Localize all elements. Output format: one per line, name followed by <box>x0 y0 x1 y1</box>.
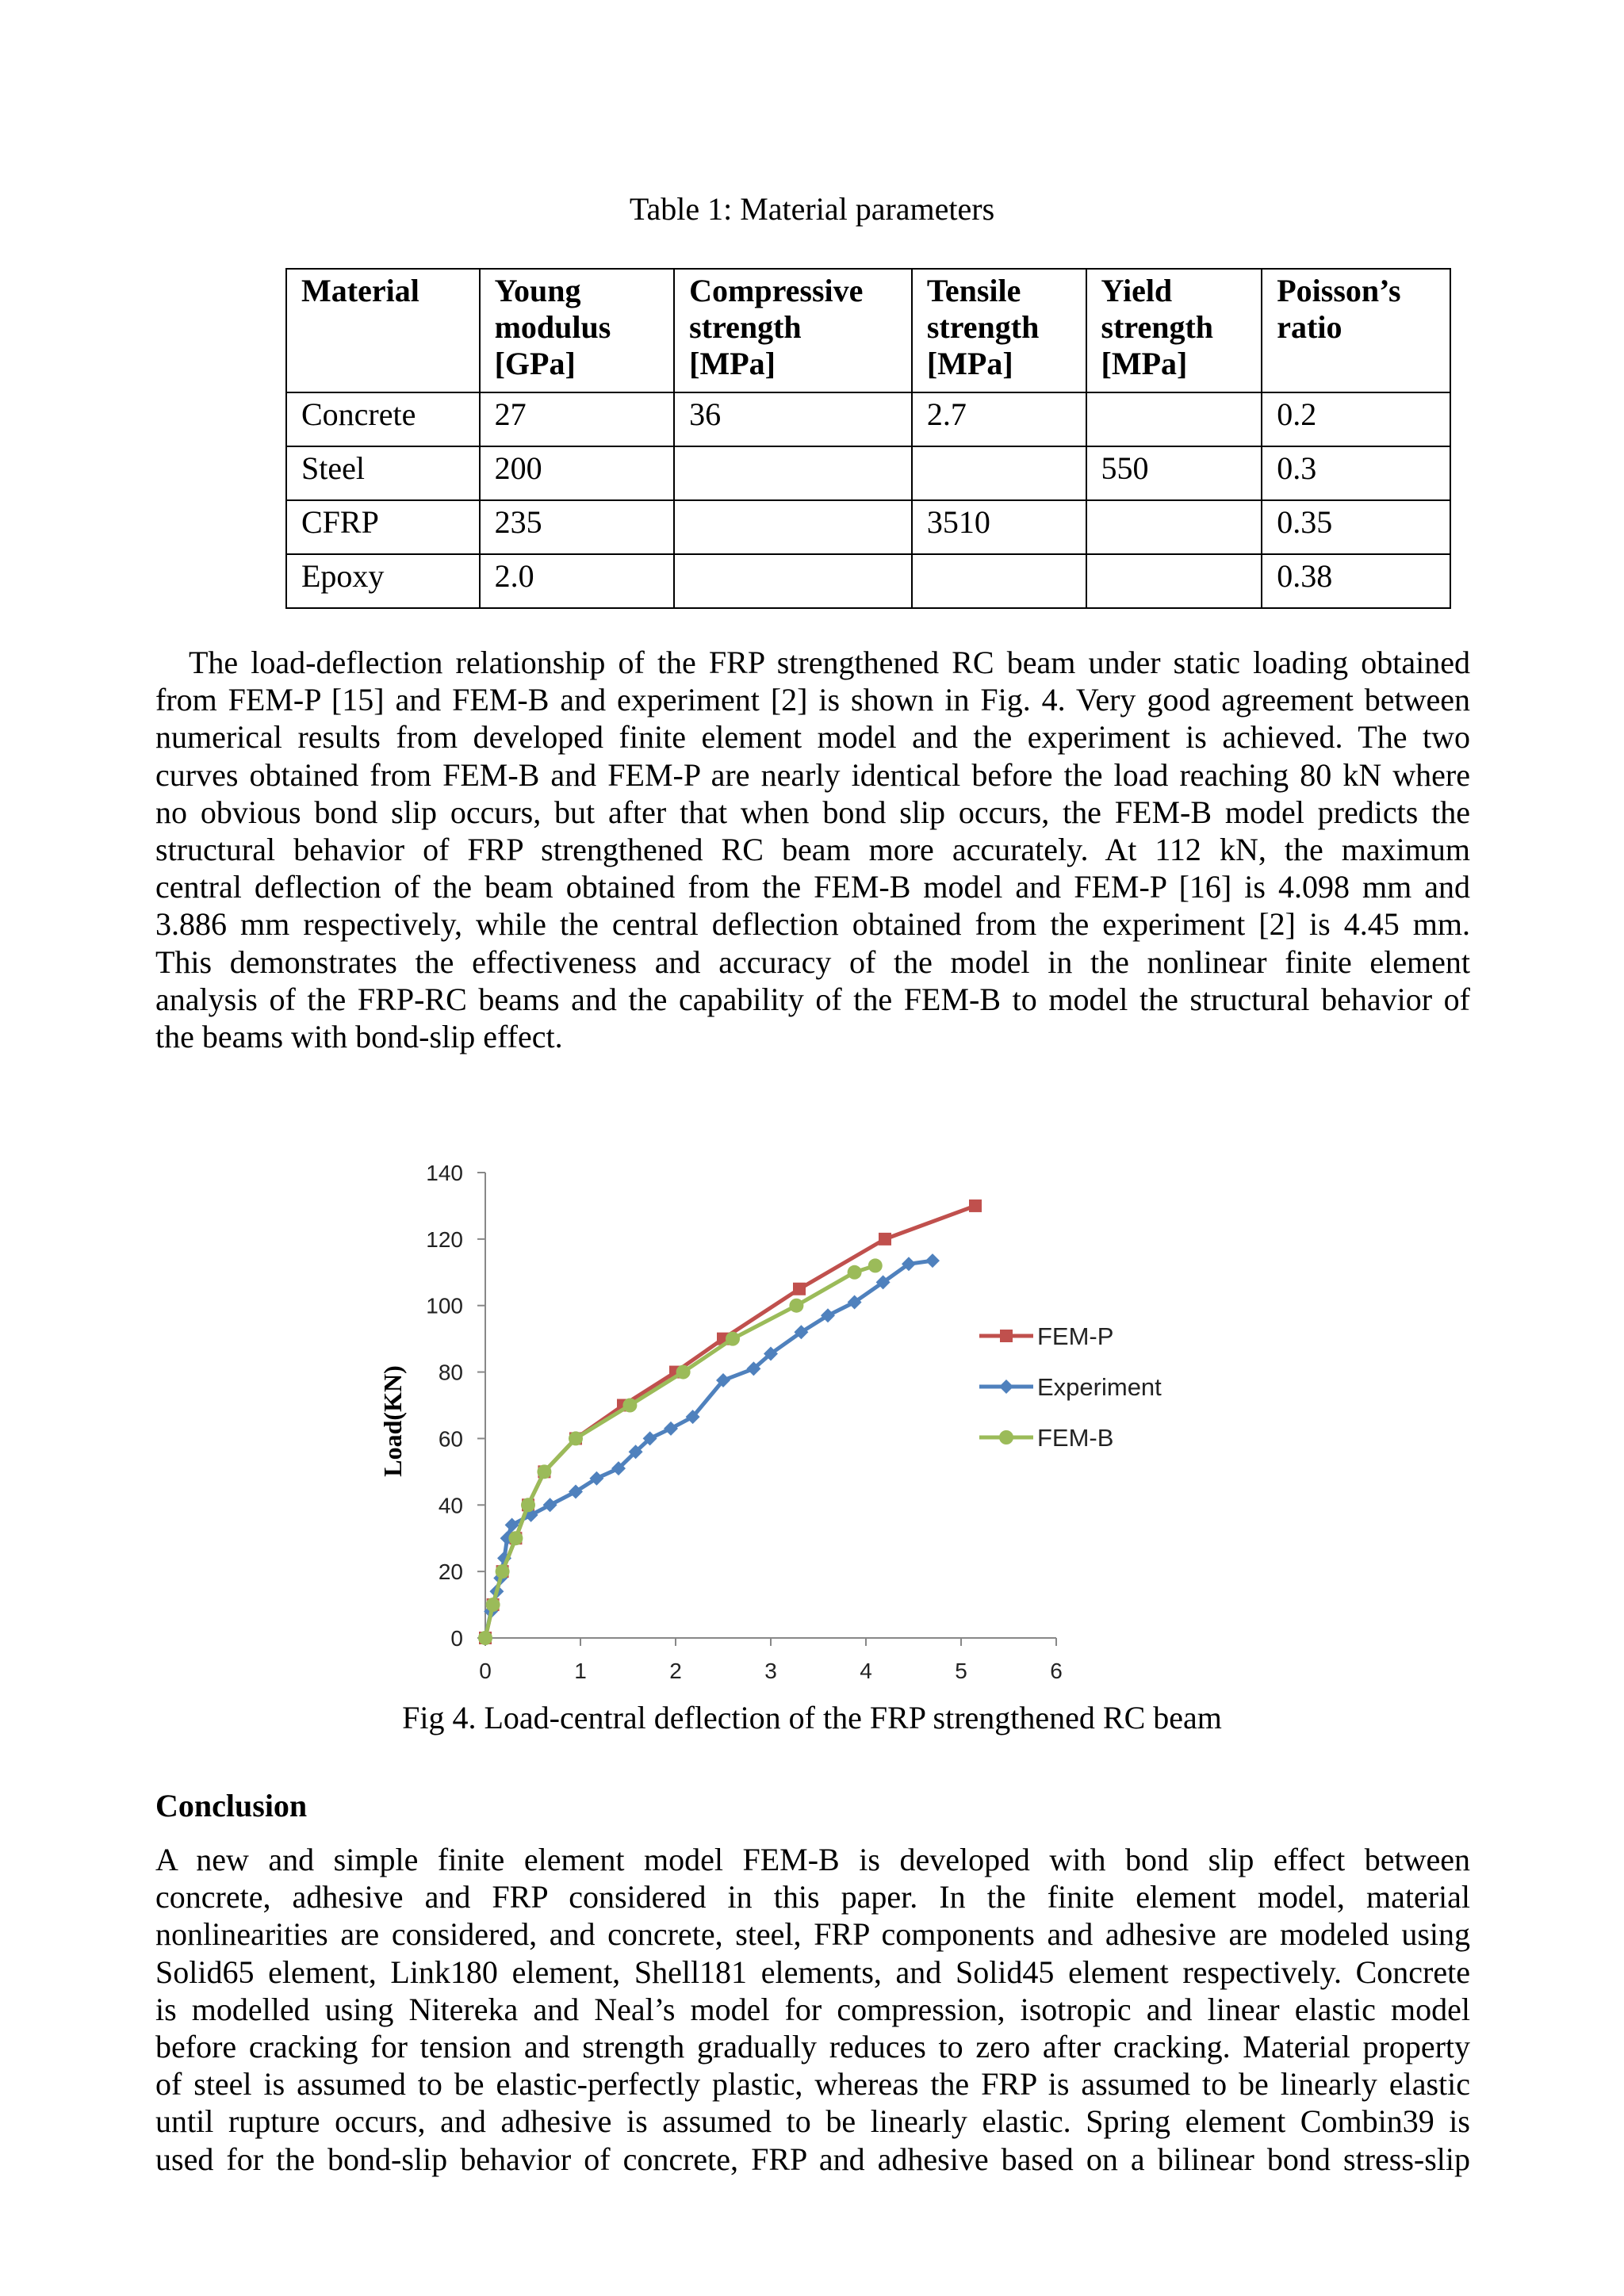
y-tick-label: 0 <box>450 1626 463 1651</box>
table-cell <box>1086 554 1262 608</box>
column-header-line: Material <box>301 273 419 308</box>
column-header-line: modulus <box>494 309 611 345</box>
legend-label: FEM-P <box>1037 1322 1114 1350</box>
data-point <box>999 1430 1013 1445</box>
column-header <box>1086 269 1262 392</box>
column-header-line: Young <box>494 273 581 308</box>
column-header-line: [GPa] <box>494 346 576 381</box>
data-point <box>789 1299 803 1313</box>
load-deflection-chart <box>365 1102 1269 1681</box>
table-row <box>286 392 1450 446</box>
text-line: until rupture occurs, and adhesive is assumed to be linearly elastic. Spring element Combin39 is <box>155 2103 1470 2140</box>
column-header <box>912 269 1086 392</box>
table-caption: Table 1: Material parameters <box>629 191 995 227</box>
text-line: from FEM-P [15] and FEM-B and experiment [2] is shown in Fig. 4. Very good agreement between <box>155 682 1470 718</box>
y-tick-label: 60 <box>438 1426 463 1452</box>
legend-entry <box>979 1424 1113 1452</box>
column-header-line: Yield <box>1101 273 1173 308</box>
table-cell <box>912 554 1086 608</box>
table-cell <box>674 554 912 608</box>
table-cell: Steel <box>286 446 480 500</box>
data-point <box>569 1431 583 1445</box>
column-header <box>286 269 480 392</box>
table-cell: 550 <box>1086 446 1262 500</box>
text-line: curves obtained from FEM-B and FEM-P are nearly identical before the load reaching 80 kN where <box>155 756 1470 793</box>
text-line: Solid65 element, Link180 element, Shell181 elements, and Solid45 element respectively. Concrete <box>155 1954 1470 1990</box>
column-header-line: Tensile <box>926 273 1021 308</box>
y-tick-label: 100 <box>426 1293 463 1318</box>
series-experiment <box>478 1253 940 1645</box>
x-tick-label: 1 <box>574 1659 587 1681</box>
conclusion-paragraph <box>155 1841 1470 2178</box>
chart-legend <box>979 1322 1162 1452</box>
x-tick-label: 0 <box>479 1659 492 1681</box>
y-axis-title: Load(KN) <box>378 1365 407 1477</box>
data-point <box>478 1631 492 1645</box>
text-line: no obvious bond slip occurs, but after that when bond slip occurs, the FEM-B model predicts the <box>155 794 1470 830</box>
x-tick-label: 2 <box>669 1659 682 1681</box>
text-line: the beams with bond-slip effect. <box>155 1019 563 1055</box>
y-tick-label: 80 <box>438 1360 463 1385</box>
table-row <box>286 446 1450 500</box>
y-tick-label: 40 <box>438 1493 463 1518</box>
text-line: of steel is assumed to be elastic-perfectly plastic, whereas the FRP is assumed to be linearly elastic <box>155 2066 1470 2103</box>
data-point <box>999 1380 1013 1394</box>
data-point <box>664 1422 678 1436</box>
table-cell <box>674 500 912 554</box>
text-line: central deflection of the beam obtained from the FEM-B model and FEM-P [16] is 4.098 mm and <box>155 869 1470 905</box>
table-cell: 3510 <box>912 500 1086 554</box>
legend-label: Experiment <box>1037 1373 1162 1401</box>
column-header-line: strength <box>689 309 802 345</box>
table-cell: 36 <box>674 392 912 446</box>
table-cell: 0.2 <box>1262 392 1450 446</box>
text-line: used for the bond-slip behavior of concrete, FRP and adhesive based on a bilinear bond stress-slip <box>155 2141 1470 2177</box>
data-point <box>726 1332 740 1346</box>
text-line: numerical results from developed finite element model and the experiment is achieved. The two <box>155 719 1470 756</box>
table-cell: CFRP <box>286 500 480 554</box>
y-tick-label: 140 <box>426 1161 463 1185</box>
data-point <box>848 1265 862 1280</box>
column-header <box>480 269 675 392</box>
x-tick-label: 5 <box>955 1659 967 1681</box>
text-line: concrete, adhesive and FRP considered in this paper. In the finite element model, material <box>155 1879 1470 1915</box>
table-header-row <box>286 269 1450 392</box>
table-cell: 0.3 <box>1262 446 1450 500</box>
material-table <box>285 268 1451 609</box>
series-line <box>485 1261 933 1638</box>
column-header-line: [MPa] <box>926 346 1013 381</box>
data-point <box>925 1253 940 1268</box>
y-tick-label: 120 <box>426 1226 463 1252</box>
data-point <box>969 1200 982 1212</box>
data-point <box>486 1598 500 1612</box>
table-cell: Concrete <box>286 392 480 446</box>
x-tick-label: 4 <box>860 1659 872 1681</box>
data-point <box>543 1498 557 1512</box>
data-point <box>793 1283 806 1295</box>
text-line: A new and simple finite element model FEM-B is developed with bond slip effect between <box>155 1842 1470 1877</box>
table-cell <box>674 446 912 500</box>
column-header-line: Compressive <box>689 273 864 308</box>
text-line: analysis of the FRP-RC beams and the capability of the FEM-B to model the structural behavior of <box>155 981 1470 1017</box>
chart-series <box>478 1200 982 1645</box>
column-header <box>674 269 912 392</box>
text-line: before cracking for tension and strength gradually reduces to zero after cracking. Material property <box>155 2029 1470 2065</box>
data-point <box>508 1531 523 1545</box>
x-tick-label: 6 <box>1050 1659 1063 1681</box>
text-line: This demonstrates the effectiveness and accuracy of the model in the nonlinear finite element <box>155 943 1470 980</box>
data-point <box>1000 1330 1013 1342</box>
data-point <box>676 1365 691 1380</box>
table-cell: Epoxy <box>286 554 480 608</box>
table-cell: 200 <box>480 446 675 500</box>
table-cell: 27 <box>480 392 675 446</box>
text-line: structural behavior of FRP strengthened RC beam more accurately. At 112 kN, the maximum <box>155 832 1470 868</box>
data-point <box>496 1564 510 1578</box>
table-cell <box>1086 500 1262 554</box>
legend-label: FEM-B <box>1037 1424 1114 1452</box>
data-point <box>537 1464 551 1479</box>
column-header-line: strength <box>926 309 1040 345</box>
text-line: nonlinearities are considered, and concrete, steel, FRP components and adhesive are modeled using <box>155 1916 1470 1953</box>
column-header-line: Poisson’s <box>1277 273 1401 308</box>
x-tick-label: 3 <box>764 1659 777 1681</box>
table-cell <box>912 446 1086 500</box>
table-cell <box>1086 392 1262 446</box>
data-point <box>521 1498 535 1512</box>
chart-axes <box>426 1161 1063 1681</box>
y-tick-label: 20 <box>438 1559 463 1585</box>
table-cell: 0.35 <box>1262 500 1450 554</box>
legend-entry <box>979 1373 1162 1401</box>
legend-entry <box>979 1322 1113 1350</box>
data-point <box>868 1258 883 1272</box>
data-point <box>622 1399 637 1413</box>
text-line: is modelled using Nitereka and Neal’s model for compression, isotropic and linear elastic model <box>155 1991 1470 2027</box>
table-cell: 235 <box>480 500 675 554</box>
table-cell: 2.7 <box>912 392 1086 446</box>
column-header-line: [MPa] <box>1101 346 1188 381</box>
data-point <box>879 1233 891 1246</box>
column-header-line: strength <box>1101 309 1214 345</box>
table-cell: 2.0 <box>480 554 675 608</box>
column-header <box>1262 269 1450 392</box>
column-header-line: ratio <box>1277 309 1342 345</box>
text-line: 3.886 mm respectively, while the central deflection obtained from the experiment [2] is 4.45 mm. <box>155 906 1470 943</box>
text-line: The load-deflection relationship of the FRP strengthened RC beam under static loading obtained <box>189 645 1470 680</box>
table-row <box>286 500 1450 554</box>
section-heading: Conclusion <box>155 1788 308 1823</box>
figure-caption: Fig 4. Load-central deflection of the FRP strengthened RC beam <box>402 1700 1222 1735</box>
table-row <box>286 554 1450 608</box>
results-paragraph <box>155 644 1470 1055</box>
column-header-line: [MPa] <box>689 346 776 381</box>
table-cell: 0.38 <box>1262 554 1450 608</box>
